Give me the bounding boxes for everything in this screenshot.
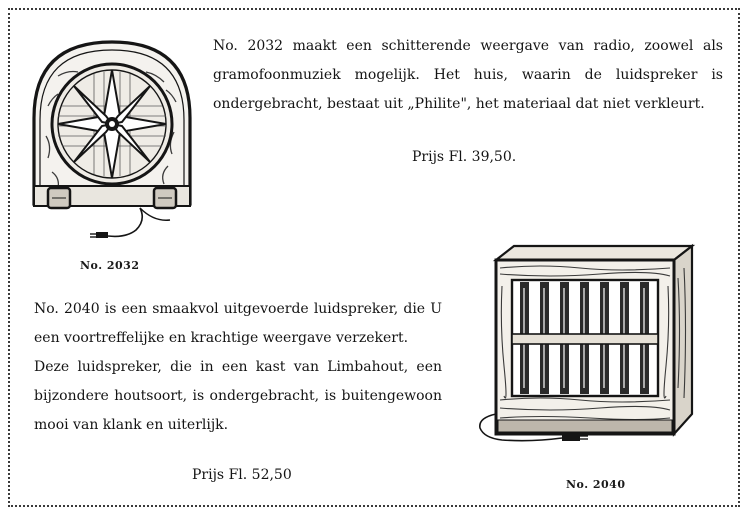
description-2032 bbox=[213, 32, 723, 119]
description-2040-text-1: No. 2040 is een smaakvol uitgevoerde luidspreker, die U een voortreffelijke en krachtige weergave verzekert. bbox=[34, 301, 442, 346]
description-2040 bbox=[34, 295, 442, 440]
price-2032: Prijs Fl. 39,50. bbox=[412, 149, 517, 165]
price-2040: Prijs Fl. 52,50 bbox=[192, 467, 292, 483]
caption-2040: No. 2040 bbox=[566, 478, 626, 491]
description-2040-text-2: Deze luidspreker, die in een kast van Limbahout, een bijzondere houtsoort, is ondergebracht, is buitengewoon mooi van klank en uiterlijk. bbox=[34, 359, 442, 433]
loudspeaker-2032-illustration bbox=[28, 36, 196, 246]
loudspeaker-2040-illustration bbox=[474, 238, 722, 446]
description-2032-text: No. 2032 maakt een schitterende weergave van radio, zoowel als gramofoonmuziek mogelijk. Het huis, waarin de luidspreker is ondergebracht, bestaat uit „Philite", het materiaal dat niet verkleurt. bbox=[213, 38, 723, 112]
caption-2032: No. 2032 bbox=[80, 259, 140, 272]
